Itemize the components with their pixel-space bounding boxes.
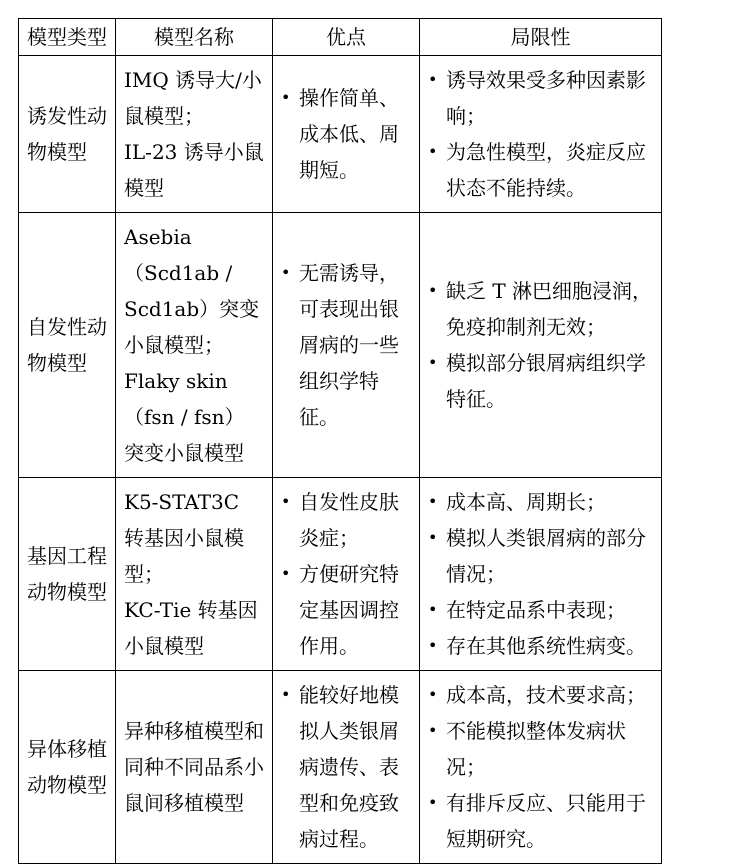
- list-item: • 自发性皮肤炎症；: [281, 484, 411, 556]
- list-item: • 诱导效果受多种因素影响；: [428, 62, 653, 134]
- advantages-cell: [273, 671, 420, 864]
- model-name-line: Flaky skin（fsn / fsn）突变小鼠模型: [124, 369, 245, 465]
- list-item: • 模拟人类银屑病的部分情况；: [428, 520, 653, 592]
- model-type-cell: 诱发性动物模型: [19, 56, 116, 213]
- model-type-cell: 异体移植动物模型: [19, 671, 116, 864]
- model-name-line: 异种移植模型和同种不同品系小鼠间移植模型: [124, 719, 264, 815]
- header-advantages: 优点: [273, 19, 420, 56]
- model-name-cell: [116, 213, 273, 478]
- model-type-cell: 基因工程动物模型: [19, 478, 116, 671]
- model-name-line: IMQ 诱导大/小鼠模型；: [124, 68, 262, 128]
- model-name-cell: [116, 671, 273, 864]
- table-row: [19, 56, 662, 213]
- list-item: • 无需诱导，可表现出银屑病的一些组织学特征。: [281, 255, 411, 435]
- advantages-cell: [273, 56, 420, 213]
- list-item: • 成本高，技术要求高；: [428, 677, 653, 713]
- list-item: • 模拟部分银屑病组织学特征。: [428, 345, 653, 417]
- list-item: • 成本高、周期长；: [428, 484, 653, 520]
- table-container: [18, 18, 662, 864]
- model-name-line: Asebia（Scd1ab / Scd1ab）突变小鼠模型；: [124, 225, 260, 357]
- model-name-cell: [116, 478, 273, 671]
- list-item: • 存在其他系统性病变。: [428, 628, 653, 664]
- limitations-cell: [420, 671, 662, 864]
- list-item: • 方便研究特定基因调控作用。: [281, 556, 411, 664]
- header-limitations: 局限性: [420, 19, 662, 56]
- advantages-cell: [273, 478, 420, 671]
- limitations-cell: [420, 56, 662, 213]
- table-row: [19, 213, 662, 478]
- model-name-line: KC-Tie 转基因小鼠模型: [124, 598, 258, 658]
- list-item: • 为急性模型，炎症反应状态不能持续。: [428, 134, 653, 206]
- limitations-cell: [420, 478, 662, 671]
- list-item: • 有排斥反应、只能用于短期研究。: [428, 785, 653, 857]
- model-name-line: K5-STAT3C 转基因小鼠模型；: [124, 490, 244, 586]
- psoriasis-model-table: [18, 18, 662, 864]
- table-row: [19, 478, 662, 671]
- header-model-name: 模型名称: [116, 19, 273, 56]
- advantages-cell: [273, 213, 420, 478]
- table-row: [19, 671, 662, 864]
- list-item: • 不能模拟整体发病状况；: [428, 713, 653, 785]
- limitations-cell: [420, 213, 662, 478]
- header-row: [19, 19, 662, 56]
- list-item: • 操作简单、成本低、周期短。: [281, 80, 411, 188]
- list-item: • 在特定品系中表现；: [428, 592, 653, 628]
- list-item: • 缺乏 T 淋巴细胞浸润，免疫抑制剂无效；: [428, 273, 653, 345]
- model-name-cell: [116, 56, 273, 213]
- list-item: • 能较好地模拟人类银屑病遗传、表型和免疫致病过程。: [281, 677, 411, 857]
- model-type-cell: 自发性动物模型: [19, 213, 116, 478]
- header-model-type: 模型类型: [19, 19, 116, 56]
- model-name-line: IL-23 诱导小鼠模型: [124, 140, 264, 200]
